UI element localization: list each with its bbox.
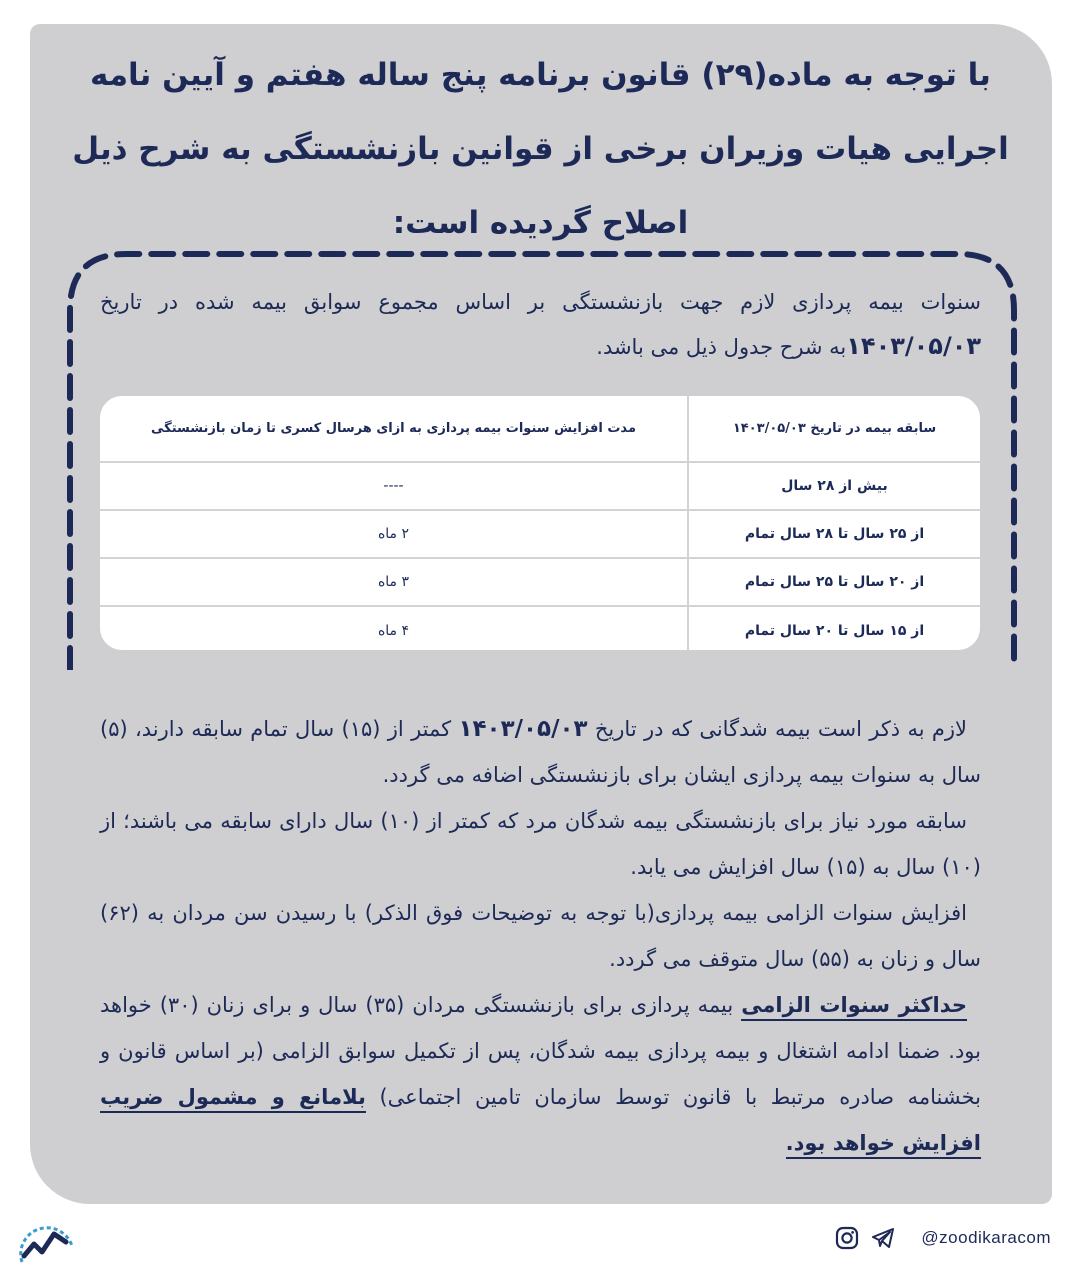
table-row xyxy=(100,510,980,558)
table-cell: از ۲۰ سال تا ۲۵ سال تمام xyxy=(688,558,980,606)
paragraph-4-text: بیمه پردازی برای بازنشستگی مردان (۳۵) سال و برای زنان (۳۰) خواهد بود. ضمنا ادامه اشتغال و بیمه پردازی بیمه شدگان، پس از تکمیل سوابق الزامی (بر اساس قانون و بخشنامه صادره مرتبط با قانون توسط سازمان تامین اجتماعی) xyxy=(100,993,981,1109)
footer xyxy=(0,1212,1081,1272)
social-handle[interactable]: @zoodikaracom xyxy=(921,1228,1051,1247)
paragraph-2: سابقه مورد نیاز برای بازنشستگی بیمه شدگان مرد که کمتر از (۱۰) سال دارای سابقه می باشند؛ از (۱۰) سال به (۱۵) سال افزایش می یابد. xyxy=(100,809,981,879)
paragraph-4-conclusion: بلامانع و مشمول ضریب افزایش خواهد بود. xyxy=(100,1085,981,1159)
table-cell: بیش از ۲۸ سال xyxy=(688,462,980,510)
zoodikara-logo xyxy=(14,1216,80,1278)
page-title: با توجه به ماده(۲۹) قانون برنامه پنج ساله هفتم و آیین نامه اجرایی هیات وزیران برخی از قوانین بازنشستگی به شرح ذیل اصلاح گردیده است: xyxy=(72,57,1009,241)
intro-paragraph xyxy=(100,280,981,369)
table xyxy=(100,396,980,650)
social-links xyxy=(835,1226,1051,1250)
max-years-heading: حداکثر سنوات الزامی xyxy=(741,993,967,1021)
paragraph-1-after: کمتر از (۱۵) سال تمام سابقه دارند، (۵) سال به سنوات بیمه پردازی ایشان برای بازنشستگی اضافه می گردد. xyxy=(100,717,981,787)
table-header-cell: مدت افزایش سنوات بیمه پردازی به ازای هرسال کسری تا زمان بازنشستگی xyxy=(100,396,688,462)
telegram-icon[interactable] xyxy=(871,1226,895,1250)
body-text xyxy=(100,706,981,1166)
table-header-row xyxy=(100,396,980,462)
table-row xyxy=(100,462,980,510)
paragraph-1-before: لازم به ذکر است بیمه شدگانی که در تاریخ xyxy=(594,717,967,741)
paragraph-4 xyxy=(100,982,981,1166)
table-row xyxy=(100,558,980,606)
insurance-table xyxy=(100,396,980,650)
table-cell: از ۲۵ سال تا ۲۸ سال تمام xyxy=(688,510,980,558)
paragraph-1-date: ۱۴۰۳/۰۵/۰۳ xyxy=(458,716,588,742)
paragraph-3: افزایش سنوات الزامی بیمه پردازی(با توجه به توضیحات فوق الذکر) با رسیدن سن مردان به (۶۲) سال و زنان به (۵۵) سال متوقف می گردد. xyxy=(100,901,981,971)
table-header-cell: سابقه بیمه در تاریخ ۱۴۰۳/۰۵/۰۳ xyxy=(688,396,980,462)
intro-date: ۱۴۰۳/۰۵/۰۳ xyxy=(846,332,981,360)
intro-text-before: سنوات بیمه پردازی لازم جهت بازنشستگی بر اساس مجموع سوابق بیمه شده در تاریخ xyxy=(100,290,981,314)
table-cell: ۲ ماه xyxy=(100,510,688,558)
table-cell: ---- xyxy=(100,462,688,510)
table-cell: ۳ ماه xyxy=(100,558,688,606)
logo-graphic xyxy=(14,1216,80,1278)
table-cell: از ۱۵ سال تا ۲۰ سال تمام xyxy=(688,606,980,650)
table-cell: ۴ ماه xyxy=(377,622,410,639)
intro-text-after: به شرح جدول ذیل می باشد. xyxy=(596,335,847,359)
paragraph-1 xyxy=(100,706,981,798)
table-row xyxy=(100,606,980,650)
instagram-icon[interactable] xyxy=(835,1226,859,1250)
